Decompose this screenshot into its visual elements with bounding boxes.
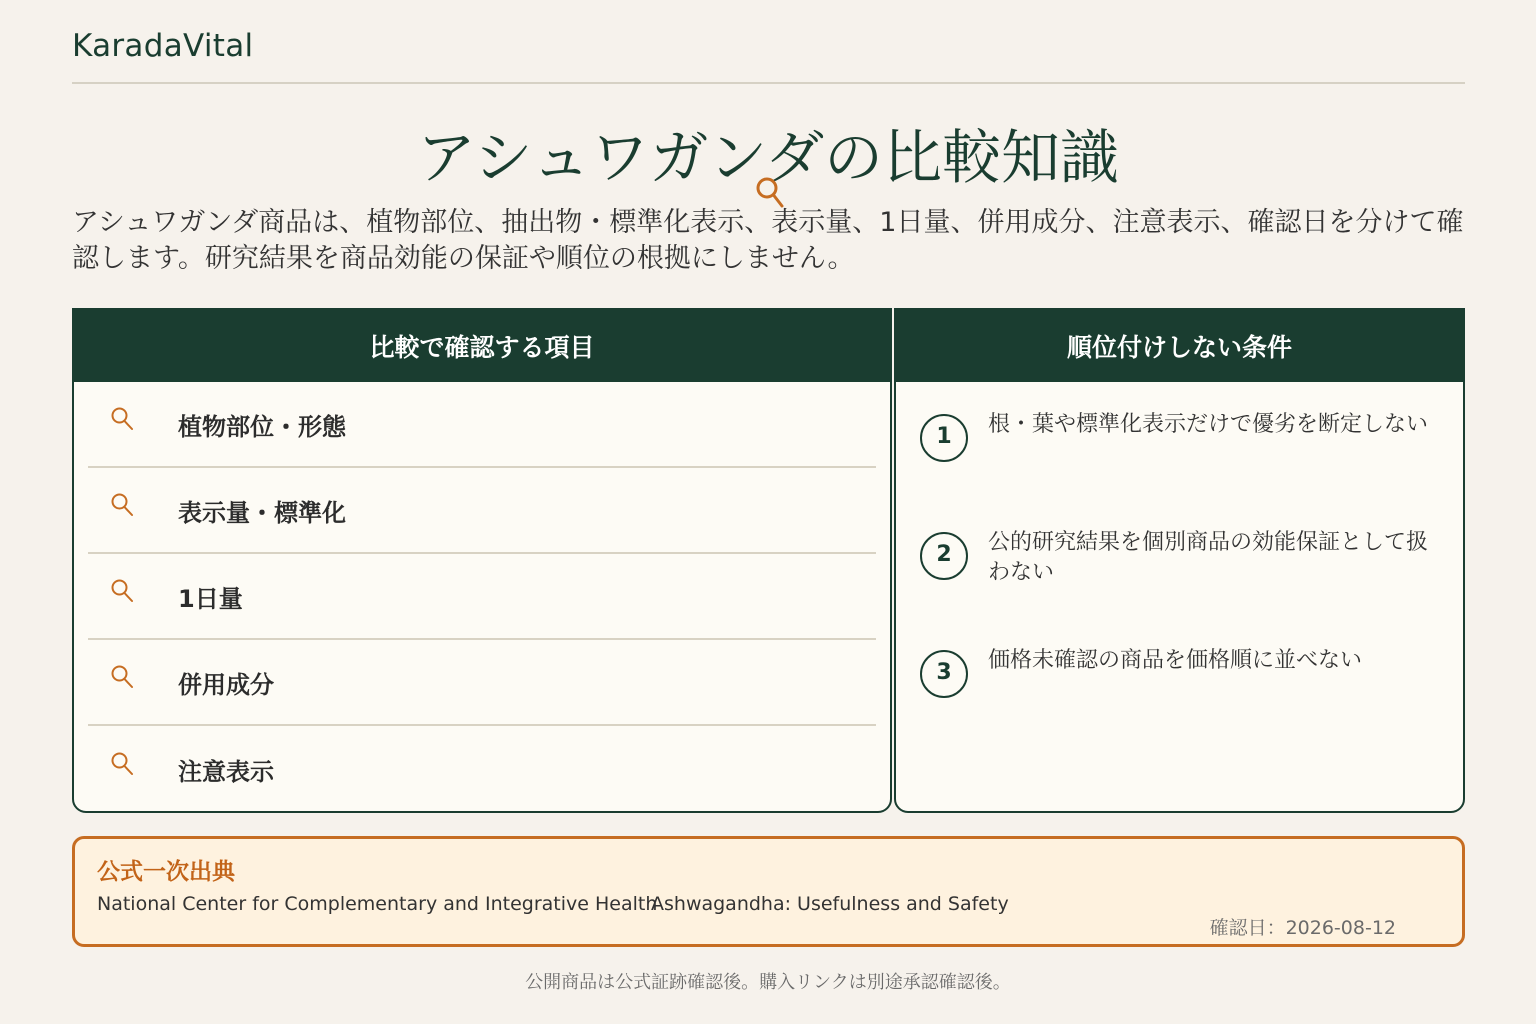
source-checked-date: 確認日：2026-08-12 [1209, 917, 1396, 939]
conditions-panel [894, 308, 1465, 813]
check-item-label: 1日量 [178, 584, 243, 613]
source-document-link[interactable]: Ashwagandha: Usefulness and Safety [651, 893, 1009, 915]
footer-note: 公開商品は公式証跡確認後。購入リンクは別途承認確認後。 [525, 972, 1011, 993]
check-item [88, 726, 876, 812]
intro-text: アシュワガンダ商品は、植物部位、抽出物・標準化表示、表示量、1日量、併用成分、注意表示、確認日を分けて確認します。研究結果を商品効能の保証や順位の根拠にしません。 [72, 207, 1464, 274]
check-item-label: 併用成分 [178, 670, 274, 699]
check-item [88, 468, 876, 554]
header-divider [72, 82, 1465, 84]
check-item-label: 表示量・標準化 [178, 498, 346, 527]
check-item-label: 注意表示 [178, 757, 274, 786]
magnifier-icon [110, 578, 136, 604]
condition-item [920, 410, 1440, 462]
condition-item [920, 528, 1440, 588]
source-heading: 公式一次出典 [97, 859, 235, 885]
conditions-heading: 順位付けしない条件 [896, 310, 1463, 382]
condition-number-badge: 1 [920, 414, 968, 462]
magnifier-icon [110, 751, 136, 777]
check-items-panel [72, 308, 892, 813]
check-items-list [74, 382, 890, 812]
primary-source-box [72, 836, 1465, 947]
brand-logo[interactable]: KaradaVital [72, 28, 254, 64]
condition-text: 根・葉や標準化表示だけで優劣を断定しない [988, 412, 1429, 437]
source-organization: National Center for Complementary and Integrative Health [97, 893, 658, 915]
condition-item [920, 646, 1440, 698]
magnifier-icon [110, 492, 136, 518]
magnifier-icon [110, 406, 136, 432]
check-item-label: 植物部位・形態 [178, 412, 346, 441]
condition-number-badge: 3 [920, 650, 968, 698]
magnifier-icon [110, 664, 136, 690]
condition-number-badge: 2 [920, 532, 968, 580]
condition-text: 価格未確認の商品を価格順に並べない [988, 648, 1363, 673]
check-items-heading: 比較で確認する項目 [74, 310, 890, 382]
check-item [88, 382, 876, 468]
check-item [88, 640, 876, 726]
check-item [88, 554, 876, 640]
condition-text: 公的研究結果を個別商品の効能保証として扱わない [988, 530, 1429, 585]
page-title: アシュワガンダの比較知識 [416, 123, 1120, 192]
